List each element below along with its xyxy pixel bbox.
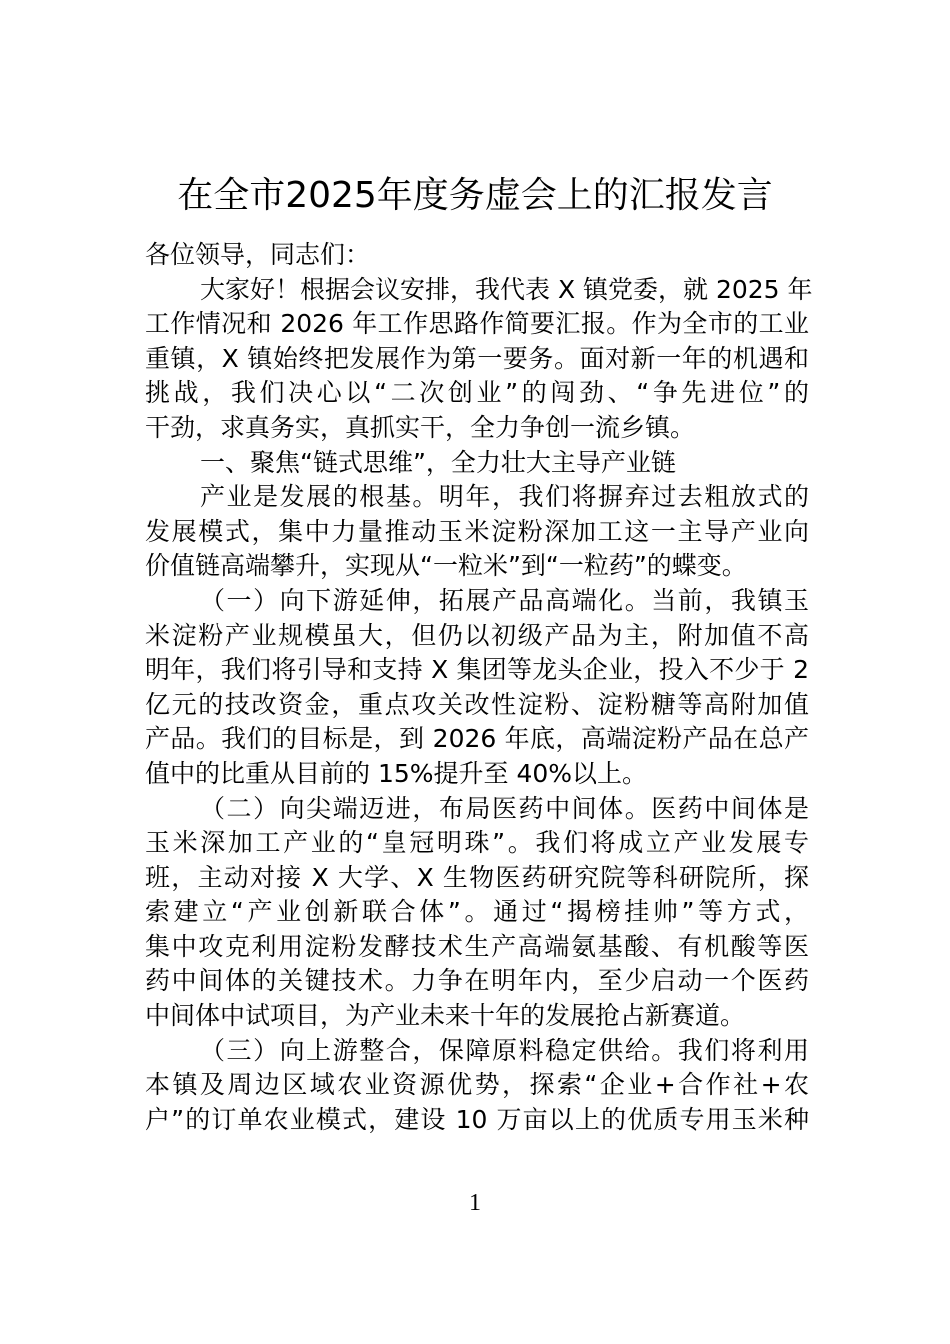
subsection-line: （二）向尖端迈进，布局医药中间体。医药中间体是 (200, 793, 809, 823)
document-title: 在全市2025年度务虚会上的汇报发言 (177, 175, 773, 216)
paragraph-line: 玉米深加工产业的“皇冠明珠”。我们将成立产业发展专 (145, 828, 809, 858)
paragraph-line: 米淀粉产业规模虽大，但仍以初级产品为主，附加值不高 (145, 620, 809, 650)
paragraph-line: 大家好！根据会议安排，我代表 X 镇党委，就 2025 年 (200, 274, 813, 304)
paragraph-line: 挑战，我们决心以“二次创业”的闯劲、“争先进位”的 (145, 378, 809, 408)
paragraph-line: 户”的订单农业模式，建设 10 万亩以上的优质专用玉米种 (145, 1104, 809, 1134)
paragraph-line: 工作情况和 2026 年工作思路作简要汇报。作为全市的工业 (145, 309, 809, 339)
paragraph-line: 本镇及周边区域农业资源优势，探索“企业+合作社+农 (145, 1070, 809, 1100)
paragraph-line: 值中的比重从目前的 15%提升至 40%以上。 (145, 758, 648, 788)
paragraph-line: 集中攻克利用淀粉发酵技术生产高端氨基酸、有机酸等医 (145, 931, 809, 961)
paragraph-line: 药中间体的关键技术。力争在明年内，至少启动一个医药 (145, 966, 809, 996)
paragraph-line: 产品。我们的目标是，到 2026 年底，高端淀粉产品在总产 (145, 724, 809, 754)
paragraph-line: 明年，我们将引导和支持 X 集团等龙头企业，投入不少于 2 (145, 655, 809, 685)
paragraph-line: 班，主动对接 X 大学、X 生物医药研究院等科研院所，探 (145, 862, 809, 892)
subsection-line: （三）向上游整合，保障原料稳定供给。我们将利用 (200, 1035, 809, 1065)
section-heading: 一、聚焦“链式思维”，全力壮大主导产业链 (200, 447, 676, 477)
paragraph-line: 发展模式，集中力量推动玉米淀粉深加工这一主导产业向 (145, 516, 809, 546)
paragraph-line: 价值链高端攀升，实现从“一粒米”到“一粒药”的蝶变。 (145, 551, 747, 581)
page-number: 1 (469, 1190, 481, 1216)
paragraph-line: 干劲，求真务实，真抓实干，全力争创一流乡镇。 (145, 412, 696, 442)
salutation: 各位领导，同志们： (145, 240, 371, 269)
paragraph-line: 重镇，X 镇始终把发展作为第一要务。面对新一年的机遇和 (145, 343, 809, 373)
paragraph-line: 索建立“产业创新联合体”。通过“揭榜挂帅”等方式， (145, 897, 809, 927)
paragraph-line: 中间体中试项目，为产业未来十年的发展抢占新赛道。 (145, 1001, 746, 1031)
paragraph-line: 产业是发展的根基。明年，我们将摒弃过去粗放式的 (200, 482, 809, 512)
document-body (145, 238, 813, 1137)
paragraph-line: 亿元的技改资金，重点攻关改性淀粉、淀粉糖等高附加值 (145, 689, 809, 719)
subsection-line: （一）向下游延伸，拓展产品高端化。当前，我镇玉 (200, 585, 809, 615)
